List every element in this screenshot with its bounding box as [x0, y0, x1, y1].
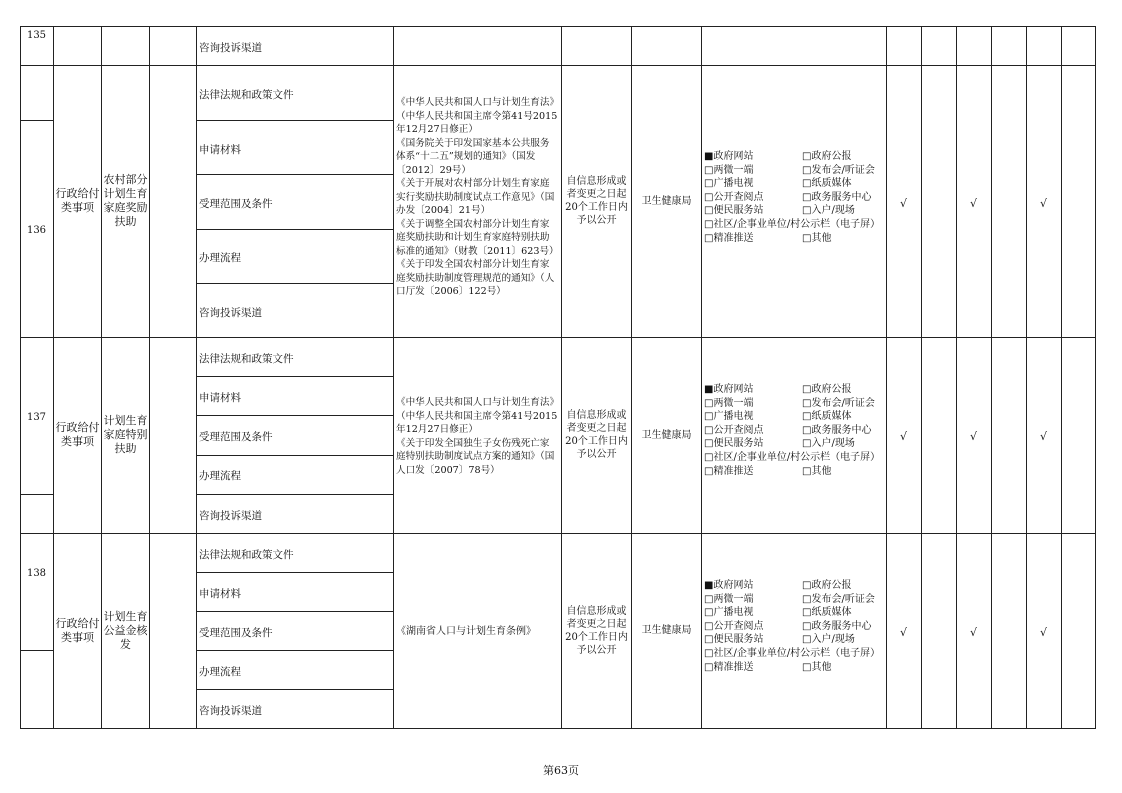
matter-category: 行政给付类事项 [55, 616, 100, 644]
check-mark: √ [1039, 626, 1047, 639]
column-line [149, 26, 150, 729]
number-divider [20, 120, 53, 121]
check-mark: √ [969, 197, 977, 210]
matter-name: 农村部分计划生育家庭奖励扶助 [103, 173, 148, 228]
disclosure-item: 申请材料 [199, 588, 241, 600]
disclosure-item: 咨询投诉渠道 [199, 705, 262, 717]
item-divider [196, 689, 393, 690]
disclosure-item: 受理范围及条件 [199, 431, 273, 443]
column-line [701, 26, 702, 729]
row-separator [20, 65, 1095, 66]
row-separator [20, 533, 1095, 534]
disclosure-basis: 《中华人民共和国人口与计划生育法》（中华人民共和国主席令第41号2015年12月27日修正） 《国务院关于印发国家基本公共服务体系“十二五”规划的通知》（国发〔2012〕29号） 《关于开展对农村部分计划生育家庭实行奖励扶助制度试点工作意见》（国办发〔2004〕21号） 《关于调整全国农村部分计划生育家庭奖励扶助和计划生育家庭特别扶助标准的通知》（财教〔2011〕623号） 《关于印发全国农村部分计划生育家庭奖励扶助制度管理规范的通知》（人口厅发〔2006〕122号） [396, 97, 559, 297]
channel-options: ■政府网站 □政府公报 □两微一端 □发布会/听证会 □广播电视 □纸质媒体 □公开查阅点 □政务服务中心 □便民服务站 □入户/现场 □社区/企事业单位/村公示栏（电子屏） □精准推送 □其他 [704, 151, 881, 244]
disclosure-item: 受理范围及条件 [199, 198, 273, 210]
column-line [921, 26, 922, 729]
item-divider [196, 455, 393, 456]
matter-name: 计划生育公益金核发 [103, 609, 148, 651]
disclosure-item: 申请材料 [199, 392, 241, 404]
row-number: 138 [26, 568, 47, 579]
column-line [561, 26, 562, 729]
check-mark: √ [899, 430, 907, 443]
number-divider [20, 494, 53, 495]
column-line [1026, 26, 1027, 729]
page-number: 第63页 [543, 764, 579, 777]
item-divider [196, 650, 393, 651]
disclosure-basis: 《中华人民共和国人口与计划生育法》（中华人民共和国主席令第41号2015年12月27日修正） 《关于印发全国独生子女伤残死亡家庭特别扶助制度试点方案的通知》（国人口发〔2007〕78号） [396, 397, 558, 476]
disclosure-item: 咨询投诉渠道 [199, 307, 262, 319]
disclosure-item: 法律法规和政策文件 [199, 353, 294, 365]
responsible-department: 卫生健康局 [641, 625, 692, 636]
item-divider [196, 120, 393, 121]
disclosure-item: 申请材料 [199, 144, 241, 156]
matter-category: 行政给付类事项 [55, 187, 100, 214]
matter-name: 计划生育家庭特别扶助 [103, 414, 148, 455]
column-line [956, 26, 957, 729]
column-line [101, 26, 102, 729]
disclosure-item: 办理流程 [199, 470, 241, 482]
disclosure-basis: 《湖南省人口与计划生育条例》 [396, 626, 536, 637]
disclosure-time: 自信息形成或者变更之日起20个工作日内予以公开 [565, 176, 628, 226]
column-line [1061, 26, 1062, 729]
item-divider [196, 229, 393, 230]
column-line [393, 26, 394, 729]
channel-options: ■政府网站 □政府公报 □两微一端 □发布会/听证会 □广播电视 □纸质媒体 □公开查阅点 □政务服务中心 □便民服务站 □入户/现场 □社区/企事业单位/村公示栏（电子屏） □精准推送 □其他 [704, 580, 881, 673]
item-divider [196, 283, 393, 284]
item-divider [196, 611, 393, 612]
item-divider [196, 376, 393, 377]
item-divider [196, 415, 393, 416]
column-line [991, 26, 992, 729]
disclosure-item: 咨询投诉渠道 [199, 42, 262, 54]
matter-category: 行政给付类事项 [55, 421, 100, 448]
column-line [886, 26, 887, 729]
row-number: 136 [26, 225, 47, 236]
check-mark: √ [1039, 430, 1047, 443]
column-line [1095, 26, 1096, 729]
disclosure-time: 自信息形成或者变更之日起20个工作日内予以公开 [565, 410, 628, 460]
disclosure-item: 法律法规和政策文件 [199, 89, 294, 101]
disclosure-item: 办理流程 [199, 252, 241, 264]
column-line [20, 26, 21, 729]
disclosure-item: 办理流程 [199, 666, 241, 678]
responsible-department: 卫生健康局 [641, 195, 692, 207]
item-divider [196, 494, 393, 495]
row-number: 137 [26, 412, 47, 423]
column-line [196, 26, 197, 729]
disclosure-item: 咨询投诉渠道 [199, 510, 262, 522]
disclosure-item: 法律法规和政策文件 [199, 549, 294, 561]
responsible-department: 卫生健康局 [641, 429, 692, 441]
item-divider [196, 572, 393, 573]
check-mark: √ [969, 430, 977, 443]
check-mark: √ [899, 626, 907, 639]
disclosure-item: 受理范围及条件 [199, 627, 273, 639]
item-divider [196, 174, 393, 175]
column-line [631, 26, 632, 729]
row-number: 135 [26, 30, 47, 41]
disclosure-time: 自信息形成或者变更之日起20个工作日内予以公开 [565, 605, 628, 656]
number-divider [20, 650, 53, 651]
column-line [53, 26, 54, 729]
check-mark: √ [1039, 197, 1047, 210]
row-separator [20, 337, 1095, 338]
table-bottom-line [20, 728, 1095, 729]
check-mark: √ [969, 626, 977, 639]
check-mark: √ [899, 197, 907, 210]
table-top-line [20, 26, 1095, 27]
channel-options: ■政府网站 □政府公报 □两微一端 □发布会/听证会 □广播电视 □纸质媒体 □公开查阅点 □政务服务中心 □便民服务站 □入户/现场 □社区/企事业单位/村公示栏（电子屏） □精准推送 □其他 [704, 384, 881, 477]
